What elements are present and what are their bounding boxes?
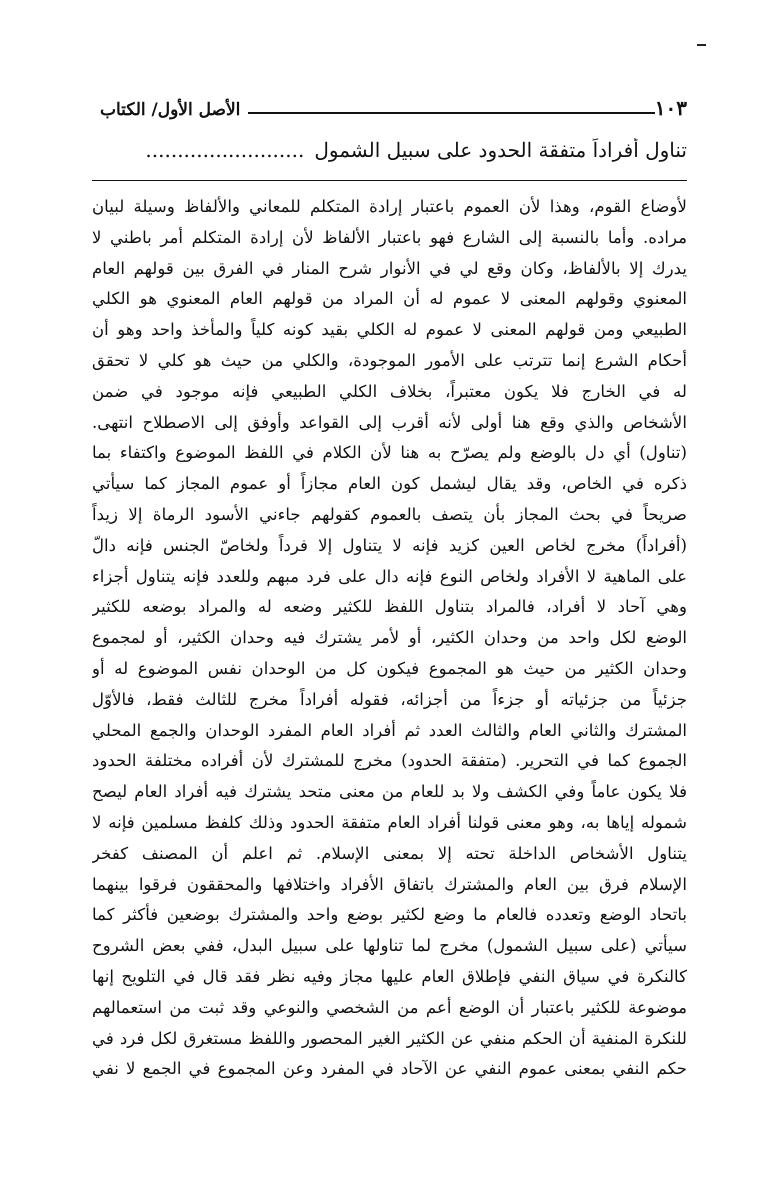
body-line: وحدان الكثير من حيث هو المجموع فيكون كل من الوحدان نفس الموضوع له أو — [92, 658, 687, 678]
body-line: الجموع كما في التحرير. (متفقة الحدود) مخرج للمشترك لأن أفراده مختلفة الحدود — [92, 751, 687, 771]
caption-text: تناول أفراداً متفقة الحدود على سبيل الشمول — [314, 138, 687, 162]
body-line: حكم النفي بمعنى عموم النفي عن الآحاد في المفرد وعن المجموع في الجمع لا نفي — [92, 1059, 687, 1079]
body-line: موضوعة للكثير باعتبار أن الوضع أعم من الشخصي والنوعي وقد ثبت من استعمالهم — [92, 997, 687, 1017]
body-line: المعنوي وقولهم المعنى لا عموم له أن المراد من قولهم العام المعنوي هو الكلي — [92, 289, 687, 309]
caption-dots: ......................... — [145, 138, 305, 162]
body-line: على الماهية لا الأفراد ولخاص النوع فإنه دال على فرد مبهم وللعدد فإنه يتناول أجزاء — [92, 566, 687, 586]
body-line: أحكام الشرع إنما تترتب على الأمور الموجودة، والكلي من حيث هو كلي لا تحقق — [92, 350, 687, 370]
body-line: الطبيعي ومن قولهم المعنى لا عموم له الكلي بقيد كونه كلياً والمأخذ واحد وهو أن — [92, 320, 687, 340]
running-title: الأصل الأول/ الكتاب — [100, 100, 241, 120]
body-line: جزئياً من جزئياته أو جزءاً من أجزائه، فقوله أفراداً مخرج للثالث فقط، فالأوّل — [92, 689, 687, 709]
body-line: له في الخارج فلا يكون معتبراً، بخلاف الكلي الطبيعي فإنه موجود في ضمن — [92, 381, 687, 401]
body-line: الإسلام فرق بين العام والمشترك باتفاق الأفراد واختلافها والمحققون فرقوا بينهما — [92, 874, 687, 894]
body-line: صريحاً في بحث المجاز بأن يتصف بالعموم كقولهم جاءني الأسود الرماة إلا زيداً — [92, 504, 687, 524]
section-caption — [92, 138, 687, 172]
body-line: وهي آحاد لا أفراد، فالمراد بتناول اللفظ للكثير وضعه له والمراد بوضعه للكثير — [92, 597, 687, 617]
body-line: ذكره في الخاص، وقد يقال ليشمل كون العام مجازاً أو عموم المجاز كما سيأتي — [92, 474, 687, 494]
body-line: فلا يكون عاماً وفي الكشف ولا بد للعام من معنى متحد يشترك فيه أفراد العام ليصح — [92, 782, 687, 802]
body-line: يتناول الأشخاص الداخلة تحته إلا بمعنى الإسلام. ثم اعلم أن المصنف كفخر — [92, 843, 687, 863]
body-line: يدرك إلا بالألفاظ، وكان وقع لي في الأنوار شرح المنار في الفرق بين قولهم العام — [92, 258, 687, 278]
header-rule — [248, 112, 654, 114]
body-line: شموله إياها به، وهو معنى قولنا أفراد العام متفقة الحدود وذلك كلفظ مسلمين فإنه لا — [92, 812, 687, 832]
body-line: سيأتي (على سبيل الشمول) مخرج لما تناولها على سبيل البدل، ففي بعض الشروح — [92, 936, 687, 956]
body-line: كالنكرة في سياق النفي فإطلاق العام عليها مجاز وفيه نظر فقد قال في التلويح إنها — [92, 966, 687, 986]
body-line: مراده. وأما بالنسبة إلى الشارع فهو باعتبار الألفاظ لأن إرادة المتكلم أمر باطني لا — [92, 227, 687, 247]
body-line: باتحاد الوضع وتعدده فالعام ما وضع لكثير بوضع واحد والمشترك بوضعين فأكثر كما — [92, 905, 687, 925]
body-text — [92, 192, 687, 1085]
body-line: لأوضاع القوم، وهذا لأن العموم باعتبار إرادة المتكلم للمعاني والألفاظ وسيلة لبيان — [92, 197, 687, 216]
body-line: (أفراداً) مخرج لخاص العين كزيد فإنه لا يتناول إلا فرداً ولخاصّ الجنس فإنه دالّ — [92, 535, 687, 555]
body-line: المشترك والثاني العام والثالث العدد ثم أفراد العام المفرد الوحدان والجمع المحلي — [92, 720, 687, 740]
body-line: الوضع لكل واحد من وحدان الكثير، أو لأمر يشترك فيه وحدان الكثير، أو لمجموع — [92, 628, 687, 648]
page-header — [92, 84, 687, 120]
body-line: (تناول) أي دل بالوضع ولم يصرّح به هنا لأن الكلام في اللفظ الموضوع واكتفاء بما — [92, 443, 687, 463]
scan-mark — [697, 44, 706, 46]
page-number: ١٠٣ — [654, 96, 687, 120]
body-line: الأشخاص والذي وقع هنا أولى لأنه أقرب إلى القواعد وأوفق إلى الاصطلاح انتهى. — [92, 412, 687, 432]
body-line: للنكرة المنفية أن الحكم منفي عن الكثير الغير المحصور واللفظ مستغرق لكل فرد في — [92, 1028, 687, 1048]
caption-rule — [92, 180, 687, 181]
